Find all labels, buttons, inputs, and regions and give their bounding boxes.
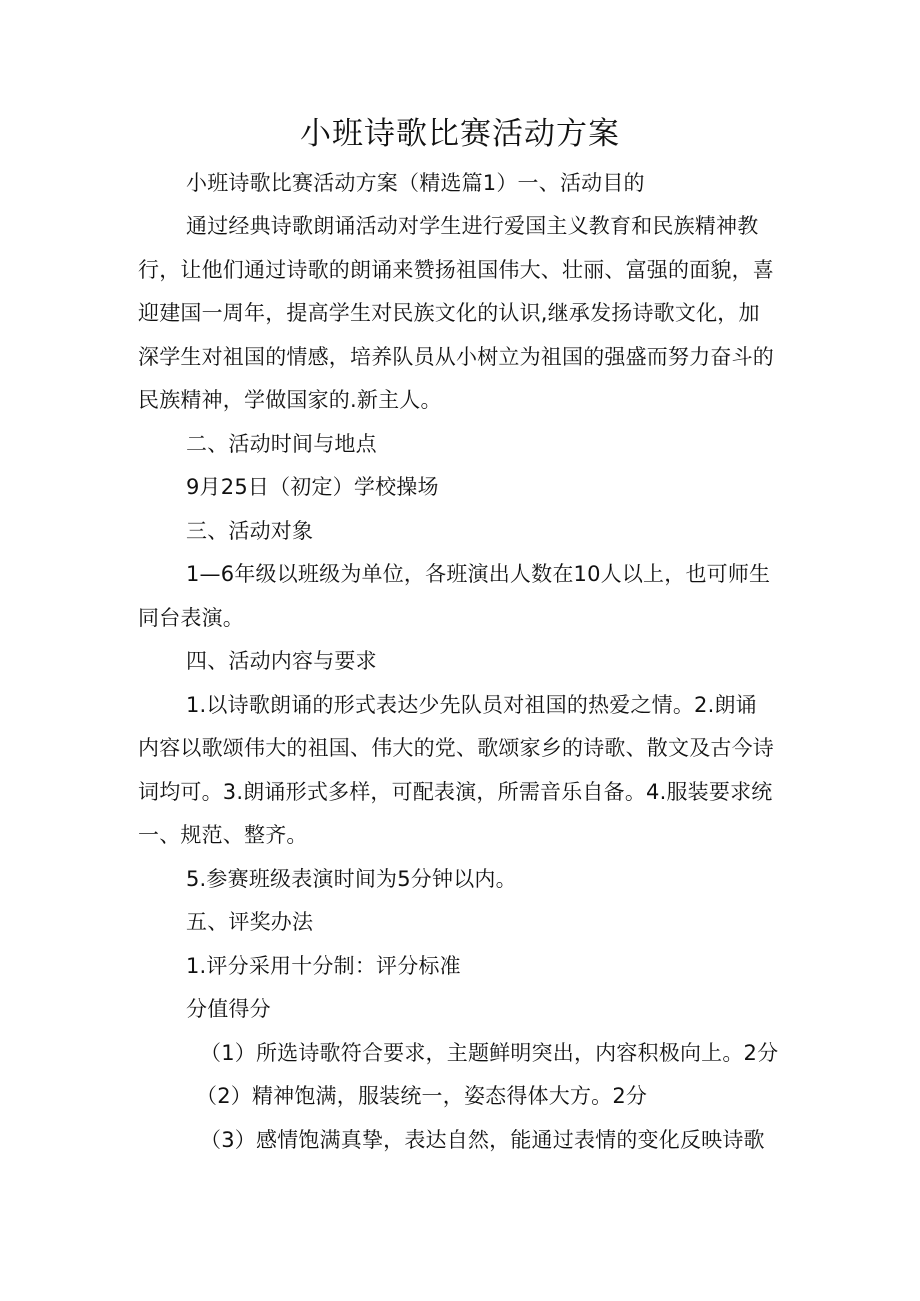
text-line: 1.评分采用十分制：评分标准: [186, 954, 461, 978]
text-line: 小班诗歌比赛活动方案（精选篇1）一、活动目的: [186, 171, 645, 195]
text-line: 民族精神，学做国家的.新主人。: [138, 388, 442, 412]
text-line: 内容以歌颂伟大的祖国、伟大的党、歌颂家乡的诗歌、散文及古今诗: [138, 736, 774, 760]
text-line: 通过经典诗歌朗诵活动对学生进行爱国主义教育和民族精神教: [186, 214, 759, 238]
text-line: 分值得分: [186, 997, 271, 1021]
text-line: 1.以诗歌朗诵的形式表达少先队员对祖国的热爱之情。2.朗诵: [186, 693, 757, 717]
text-line: （1）所选诗歌符合要求，主题鲜明突出，内容积极向上。2分: [200, 1041, 779, 1065]
text-line: （2）精神饱满，服装统一，姿态得体大方。2分: [196, 1084, 648, 1108]
text-line: （3）感情饱满真挚，表达自然，能通过表情的变化反映诗歌: [200, 1128, 765, 1152]
text-line: 5.参赛班级表演时间为5分钟以内。: [186, 867, 517, 891]
text-line: 深学生对祖国的情感，培养队员从小树立为祖国的强盛而努力奋斗的: [138, 345, 774, 369]
text-line: 四、活动内容与要求: [186, 649, 377, 673]
document-title: 小班诗歌比赛活动方案: [300, 116, 620, 152]
text-line: 行，让他们通过诗歌的朗诵来赞扬祖国伟大、壮丽、富强的面貌，喜: [138, 258, 774, 282]
text-line: 三、活动对象: [186, 519, 314, 543]
text-line: 迎建国一周年，提高学生对民族文化的认识,继承发扬诗歌文化，加: [138, 301, 760, 325]
text-line: 同台表演。: [138, 606, 244, 630]
text-line: 9月25日（初定）学校操场: [186, 475, 439, 499]
text-line: 1—6年级以班级为单位，各班演出人数在10人以上，也可师生: [186, 562, 771, 586]
text-line: 词均可。3.朗诵形式多样，可配表演，所需音乐自备。4.服装要求统: [138, 780, 773, 804]
text-line: 五、评奖办法: [186, 910, 314, 934]
text-line: 一、规范、整齐。: [138, 823, 308, 847]
text-line: 二、活动时间与地点: [186, 432, 377, 456]
